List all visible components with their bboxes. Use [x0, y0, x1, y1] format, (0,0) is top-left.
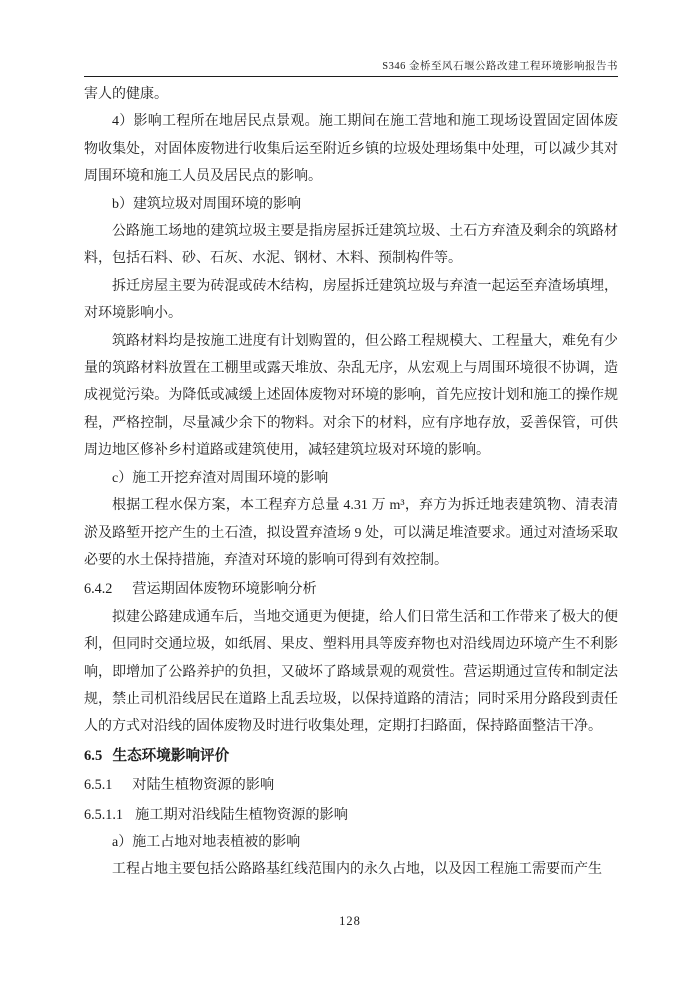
running-title: S346 金桥至风石堰公路改建工程环境影响报告书	[382, 61, 618, 72]
section-heading	[84, 802, 618, 829]
page-footer	[0, 914, 700, 929]
heading-text: 施工期对沿线陆生植物资源的影响	[135, 806, 348, 823]
paragraph: 筑路材料均是按施工进度有计划购置的，但公路工程规模大、工程量大，难免有少量的筑路材料放置在工棚里或露天堆放、杂乱无序，从宏观上与周围环境很不协调，造成视觉污染。为降低或减缓上述固体废物对环境的影响，首先应按计划和施工的操作规程，严格控制，尽量减少余下的物料。对余下的材料，应有序地存放，妥善保管，可供周边地区修补乡村道路或建筑使用，减轻建筑垃圾对环境的影响。	[84, 333, 618, 459]
section-heading	[84, 576, 618, 603]
paragraph: 4）影响工程所在地居民点景观。施工期间在施工营地和施工现场设置固定固体废物收集处，对固体废物进行收集后运至附近乡镇的垃圾处理场集中处理，可以减少其对周围环境和施工人员及居民点的影响。	[84, 114, 618, 185]
paragraph: 公路施工场地的建筑垃圾主要是指房屋拆迁建筑垃圾、土石方弃渣及剩余的筑路材料，包括石料、砂、石灰、水泥、钢材、木料、预制构件等。	[84, 224, 618, 267]
paragraph: 拆迁房屋主要为砖混或砖木结构，房屋拆迁建筑垃圾与弃渣一起运至弃渣场填埋，对环境影响小。	[84, 278, 618, 322]
page-number: 128	[339, 914, 361, 928]
heading-number: 6.5.1.1	[84, 806, 124, 823]
section-heading	[84, 743, 618, 770]
paragraph: b）建筑垃圾对周围环境的影响	[112, 196, 301, 212]
heading-text: 对陆生植物资源的影响	[132, 777, 275, 794]
heading-text: 生态环境影响评价	[112, 747, 230, 764]
heading-number: 6.5.1	[84, 777, 113, 794]
paragraph: 工程占地主要包括公路路基红线范围内的永久占地，以及因工程施工需要而产生	[112, 862, 602, 878]
heading-number: 6.4.2	[84, 581, 113, 598]
document-body	[84, 81, 618, 884]
paragraph: 根据工程水保方案，本工程弃方总量 4.31 万 m³，弃方为拆迁地表建筑物、清表清淤及路堑开挖产生的土石渣，拟设置弃渣场 9 处，可以满足堆渣要求。通过对渣场采取必要的水土保持措施，弃渣对环境的影响可得到有效控制。	[84, 498, 618, 568]
paragraph: a）施工占地对地表植被的影响	[112, 834, 301, 850]
heading-text: 营运期固体废物环境影响分析	[132, 581, 317, 598]
heading-number: 6.5	[84, 747, 103, 764]
paragraph: 害人的健康。	[84, 87, 168, 102]
section-heading	[84, 772, 618, 799]
page-header	[84, 0, 618, 77]
paragraph: c）施工开挖弃渣对周围环境的影响	[112, 470, 329, 486]
paragraph: 拟建公路建成通车后，当地交通更为便捷，给人们日常生活和工作带来了极大的便利，但同时交通垃圾，如纸屑、果皮、塑料用具等废弃物也对沿线周边环境产生不利影响，即增加了公路养护的负担，又破坏了路域景观的观赏性。营运期通过宣传和制定法规，禁止司机沿线居民在道路上乱丢垃圾，以保持道路的清洁；同时采用分路段到责任人的方式对沿线的固体废物及时进行收集处理，定期打扫路面，保持路面整洁干净。	[84, 609, 618, 735]
